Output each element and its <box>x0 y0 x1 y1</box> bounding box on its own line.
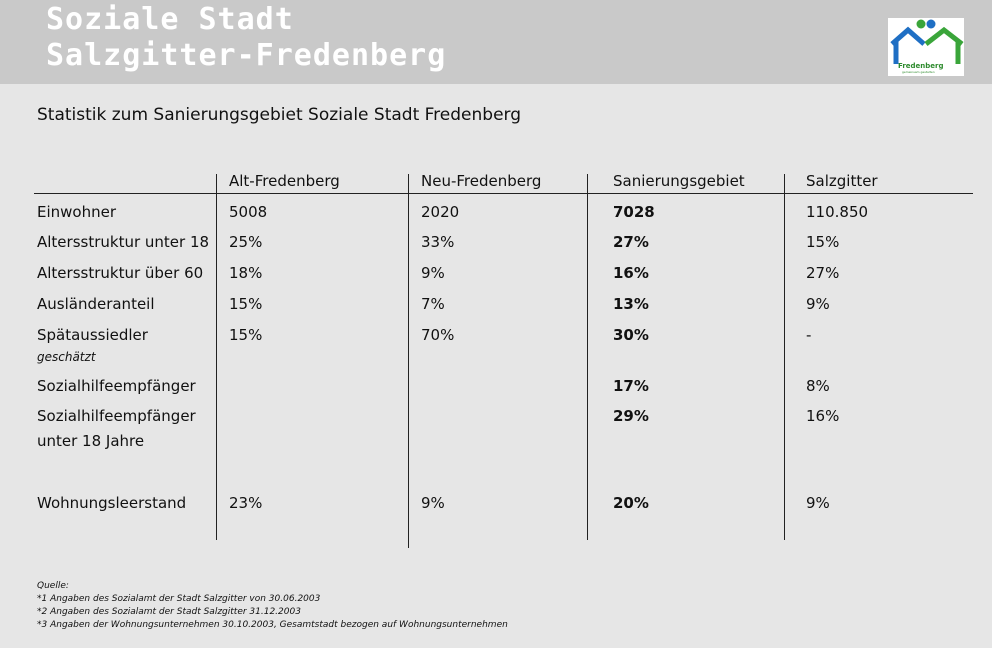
cell-wohnungsleerstand-alt: 23% <box>229 494 263 512</box>
cell-sozialhilfe-sz: 8% <box>806 377 830 395</box>
houses-icon <box>888 18 964 64</box>
row-label-auslaenderanteil: Ausländeranteil <box>37 295 155 313</box>
cell-spaetaussiedler-san: 30% <box>613 326 649 344</box>
logo-subcaption: gemeinsam gestalten <box>902 70 935 74</box>
cell-sozialhilfe-u18-sz: 16% <box>806 407 840 425</box>
row-label-wohnungsleerstand: Wohnungsleerstand <box>37 494 187 512</box>
cell-spaetaussiedler-alt: 15% <box>229 326 263 344</box>
cell-spaetaussiedler-sz: - <box>806 326 812 344</box>
source-item: *2 Angaben des Sozialamt der Stadt Salzgitter 31.12.2003 <box>37 607 301 617</box>
cell-unter-18-sz: 15% <box>806 233 840 251</box>
cell-auslaenderanteil-sz: 9% <box>806 295 830 313</box>
page-title: Statistik zum Sanierungsgebiet Soziale Stadt Fredenberg <box>37 105 522 125</box>
cell-unter-18-neu: 33% <box>421 233 455 251</box>
cell-einwohner-san: 7028 <box>613 203 655 221</box>
row-note-geschaetzt: geschätzt <box>37 350 96 364</box>
source-item: *3 Angaben der Wohnungsunternehmen 30.10.2003, Gesamtstadt bezogen auf Wohnungsunternehmen <box>37 620 508 630</box>
table-header-divider <box>34 193 973 194</box>
column-divider-1 <box>216 174 217 540</box>
cell-sozialhilfe-u18-san: 29% <box>613 407 649 425</box>
column-header-alt-fredenberg: Alt-Fredenberg <box>229 172 340 190</box>
fredenberg-logo <box>888 18 964 76</box>
row-label-spaetaussiedler: Spätaussiedler <box>37 326 148 344</box>
cell-unter-18-san: 27% <box>613 233 649 251</box>
column-divider-4 <box>784 174 785 540</box>
cell-unter-18-alt: 25% <box>229 233 263 251</box>
header-bar <box>0 0 992 84</box>
sources-heading: Quelle: <box>37 581 69 591</box>
row-label-sozialhilfe-u18-line2: unter 18 Jahre <box>37 432 145 450</box>
header-title-line-1: Soziale Stadt <box>46 2 294 37</box>
cell-ueber-60-sz: 27% <box>806 264 840 282</box>
source-item: *1 Angaben des Sozialamt der Stadt Salzgitter von 30.06.2003 <box>37 594 321 604</box>
cell-wohnungsleerstand-neu: 9% <box>421 494 445 512</box>
row-label-einwohner: Einwohner <box>37 203 117 221</box>
cell-spaetaussiedler-neu: 70% <box>421 326 455 344</box>
cell-auslaenderanteil-alt: 15% <box>229 295 263 313</box>
cell-auslaenderanteil-san: 13% <box>613 295 649 313</box>
cell-sozialhilfe-san: 17% <box>613 377 649 395</box>
logo-caption: Fredenberg <box>898 62 944 70</box>
cell-ueber-60-san: 16% <box>613 264 649 282</box>
header-title-line-2: Salzgitter-Fredenberg <box>46 38 447 73</box>
sources-footnote <box>37 580 508 632</box>
row-label-unter-18: Altersstruktur unter 18 <box>37 233 210 251</box>
cell-einwohner-alt: 5008 <box>229 203 268 221</box>
column-header-salzgitter: Salzgitter <box>806 172 878 190</box>
cell-ueber-60-neu: 9% <box>421 264 445 282</box>
cell-wohnungsleerstand-san: 20% <box>613 494 649 512</box>
row-label-sozialhilfe: Sozialhilfeempfänger <box>37 377 196 395</box>
column-divider-2 <box>408 174 409 548</box>
column-header-neu-fredenberg: Neu-Fredenberg <box>421 172 542 190</box>
column-header-sanierungsgebiet: Sanierungsgebiet <box>613 172 745 190</box>
cell-einwohner-neu: 2020 <box>421 203 460 221</box>
row-label-ueber-60: Altersstruktur über 60 <box>37 264 204 282</box>
row-label-sozialhilfe-u18: Sozialhilfeempfänger <box>37 407 196 425</box>
cell-ueber-60-alt: 18% <box>229 264 263 282</box>
column-divider-3 <box>587 174 588 540</box>
cell-wohnungsleerstand-sz: 9% <box>806 494 830 512</box>
cell-einwohner-sz: 110.850 <box>806 203 869 221</box>
cell-auslaenderanteil-neu: 7% <box>421 295 445 313</box>
header-title <box>46 2 446 74</box>
